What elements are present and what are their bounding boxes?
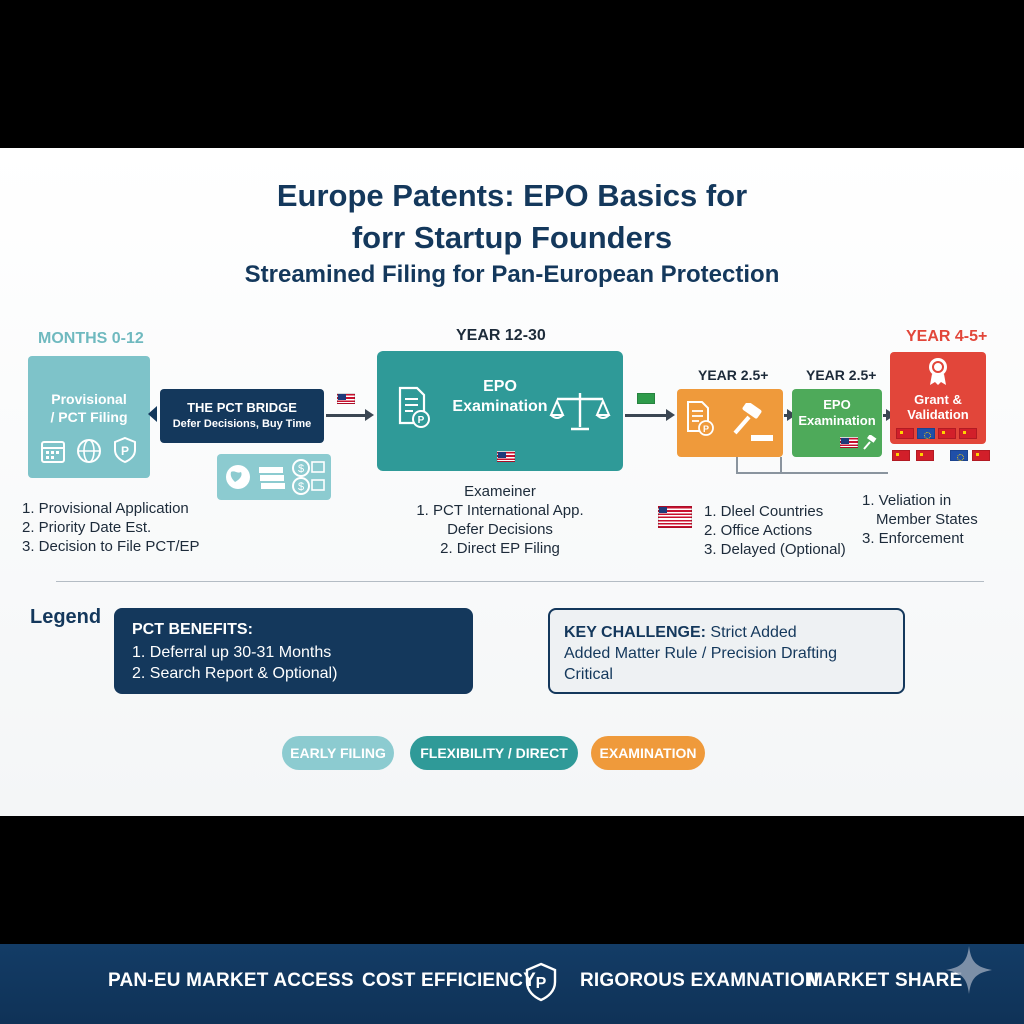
pct-bridge-box bbox=[160, 389, 324, 443]
svg-text:P: P bbox=[417, 415, 425, 426]
arrow-bridge-to-epo bbox=[326, 414, 366, 417]
us-flag bbox=[497, 451, 515, 462]
slide bbox=[0, 148, 1024, 816]
pct-benefits-box bbox=[114, 608, 473, 694]
us-flag-large bbox=[658, 506, 692, 528]
footer-rigorous-examination: RIGOROUS EXAMNATION bbox=[580, 970, 819, 991]
epo-small-label: EPO bbox=[823, 397, 851, 412]
stage-year-12: YEAR 12-30 bbox=[456, 327, 546, 344]
list-item: Member States bbox=[876, 511, 978, 528]
epo-label: EPO bbox=[483, 378, 517, 395]
list-item: 3. Enforcement bbox=[862, 530, 964, 547]
list-item: 1. Dleel Countries bbox=[704, 503, 824, 520]
globe-icon bbox=[76, 438, 102, 464]
cn-flag bbox=[938, 428, 956, 439]
examiner-heading: Exameiner bbox=[464, 483, 536, 500]
epo-examination-box bbox=[377, 351, 623, 471]
patent-shield-icon bbox=[112, 436, 138, 464]
stage-year-4-5: YEAR 4-5+ bbox=[906, 328, 988, 345]
countries-list bbox=[704, 502, 846, 559]
footer-cost-efficiency: COST EFFICIENCY bbox=[362, 970, 537, 991]
examiner-list bbox=[400, 482, 600, 558]
coins-icon bbox=[291, 458, 327, 496]
footer-bar bbox=[0, 944, 1024, 1024]
document-patent-icon bbox=[685, 399, 715, 437]
title-line-2: forr Startup Founders bbox=[351, 220, 673, 255]
svg-text:P: P bbox=[702, 424, 710, 434]
green-flag bbox=[637, 393, 655, 404]
list-item: 2. Priority Date Est. bbox=[22, 519, 152, 536]
gavel-icon bbox=[729, 403, 775, 443]
subtitle: Streamined Filing for Pan-European Protection bbox=[244, 261, 780, 288]
list-item: 2. Office Actions bbox=[704, 522, 813, 539]
cn-flag bbox=[916, 450, 934, 461]
pct-bridge-subtitle: Defer Decisions, Buy Time bbox=[172, 418, 312, 430]
title-line-1: Europe Patents: EPO Basics for bbox=[276, 178, 748, 213]
gavel-icon bbox=[862, 435, 878, 451]
footer-market-share: MARKET SHARE bbox=[807, 970, 963, 991]
office-actions-box bbox=[677, 389, 783, 457]
money-stack-icon bbox=[257, 464, 287, 490]
sparkle-icon bbox=[942, 944, 996, 996]
bracket-bottom bbox=[736, 472, 888, 474]
divider bbox=[56, 581, 984, 582]
money-strip bbox=[217, 454, 331, 500]
pill-early-filing: EARLY FILING bbox=[282, 736, 394, 770]
patent-shield-icon bbox=[524, 962, 558, 1002]
bracket-mid bbox=[780, 457, 782, 473]
key-challenge-line-1: Strict Added bbox=[710, 624, 797, 641]
svg-text:P: P bbox=[535, 975, 547, 992]
footer-market-access: PAN-EU MARKET ACCESS bbox=[108, 970, 354, 991]
pct-benefits-list bbox=[132, 642, 337, 684]
examination-small-label: Examination bbox=[798, 413, 876, 428]
pct-benefits-title: PCT BENEFITS: bbox=[132, 621, 253, 638]
key-challenge-box bbox=[548, 608, 905, 694]
world-icon bbox=[223, 462, 253, 492]
list-item: 2. Search Report & Optional) bbox=[132, 665, 338, 682]
svg-text:$: $ bbox=[297, 481, 305, 493]
pill-flexibility-direct: FLEXIBILITY / DIRECT bbox=[410, 736, 578, 770]
provisional-list bbox=[22, 499, 200, 556]
arrow-epo-to-office bbox=[625, 414, 667, 417]
legend-label: Legend bbox=[30, 606, 102, 628]
provisional-label-2: / PCT Filing bbox=[50, 409, 128, 425]
pill-examination: EXAMINATION bbox=[591, 736, 705, 770]
cn-flag bbox=[892, 450, 910, 461]
us-flag bbox=[840, 437, 858, 448]
cn-flag bbox=[896, 428, 914, 439]
grant-label: Grant & bbox=[914, 392, 962, 407]
eu-flag bbox=[917, 428, 935, 439]
award-ribbon-icon bbox=[926, 356, 950, 386]
examination-label: Examination bbox=[452, 398, 548, 415]
pct-bridge-title: THE PCT BRIDGE bbox=[187, 400, 297, 415]
stage-year-2-5-a: YEAR 2.5+ bbox=[698, 367, 769, 383]
validation-list bbox=[862, 491, 978, 548]
list-item: 3. Delayed (Optional) bbox=[704, 541, 846, 558]
list-item: 1. Deferral up 30-31 Months bbox=[132, 644, 332, 661]
calendar-icon bbox=[40, 438, 66, 464]
cn-flag bbox=[972, 450, 990, 461]
epo-examination-small-box bbox=[792, 389, 882, 457]
scales-icon bbox=[549, 389, 611, 433]
grant-validation-box bbox=[890, 352, 986, 444]
list-item: 2. Direct EP Filing bbox=[440, 540, 560, 557]
list-item: 1. PCT International App. bbox=[416, 502, 584, 519]
svg-text:P: P bbox=[120, 444, 130, 458]
list-item: Defer Decisions bbox=[447, 521, 553, 538]
us-flag bbox=[337, 393, 355, 404]
key-challenge-line-3: Critical bbox=[564, 666, 613, 683]
key-challenge-title: KEY CHALLENGE: bbox=[564, 624, 706, 641]
pct-bridge-left-tip bbox=[148, 406, 157, 422]
document-patent-icon bbox=[397, 385, 431, 429]
provisional-label-1: Provisional bbox=[51, 391, 127, 407]
provisional-box bbox=[28, 356, 150, 478]
validation-label: Validation bbox=[907, 407, 969, 422]
arrow-office-to-epo bbox=[784, 414, 788, 417]
bracket-left bbox=[736, 457, 738, 473]
svg-text:$: $ bbox=[297, 463, 305, 475]
eu-flag bbox=[950, 450, 968, 461]
list-item: 1. Provisional Application bbox=[22, 500, 189, 517]
key-challenge-line-2: Added Matter Rule / Precision Drafting bbox=[564, 645, 838, 662]
list-item: 1. Veliation in bbox=[862, 492, 952, 509]
key-challenge-text bbox=[564, 622, 837, 685]
cn-flag bbox=[959, 428, 977, 439]
list-item: 3. Decision to File PCT/EP bbox=[22, 538, 200, 555]
arrow-to-grant bbox=[883, 414, 887, 417]
stage-months: MONTHS 0-12 bbox=[38, 330, 144, 347]
stage-year-2-5-b: YEAR 2.5+ bbox=[806, 367, 877, 383]
